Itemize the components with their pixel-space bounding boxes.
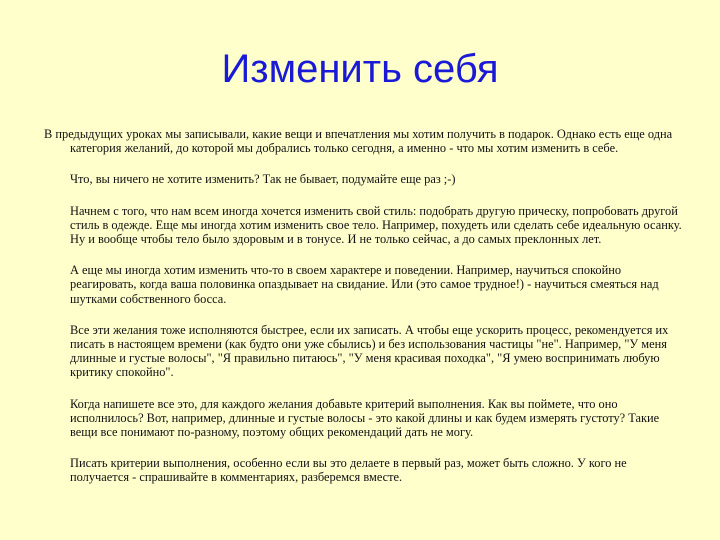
paragraph-writing-desires: Все эти желания тоже исполняются быстрее, если их записать. А чтобы еще ускорить процесс, рекомендуется их писать в настоящем времени (как будто они уже сбылись) и без использования частицы "не". Например, "У меня длинные и густые волосы", "Я правильно питаюсь", "У меня красивая походка", "Я умею воспринимать любую критику спокойно".: [70, 322, 669, 380]
paragraph-style-body: Начнем с того, что нам всем иногда хочется изменить свой стиль: подобрать другую прическу, попробовать другой стиль в одежде. Еще мы иногда хотим изменить свое тело. Например, похудеть или сделать себе идеальную осанку. Ну и вообще чтобы тело было здоровым и в тонусе. И не только сейчас, а до самых преклонных лет.: [70, 203, 682, 247]
paragraph-comments: Писать критерии выполнения, особенно если вы это делаете в первый раз, может быть сложно. У кого не получается - спрашивайте в комментариях, разберемся вместе.: [70, 456, 627, 485]
slide-body: [44, 127, 684, 485]
paragraph-character: А еще мы иногда хотим изменить что-то в своем характере и поведении. Например, научиться спокойно реагировать, когда ваша половинка опаздывает на свидание. Или (это самое трудное!) - научиться смеяться над шутками собственного босса.: [70, 263, 659, 306]
paragraph-criteria: Когда напишете все это, для каждого желания добавьте критерий выполнения. Как вы поймете, что оно исполнилось? Вот, например, длинные и густые волосы - это какой длины и как будем измерять густоту? Такие вещи все понимают по-разному, поэтому общих рекомендаций дать не могу.: [70, 396, 660, 440]
slide-title: Изменить себя: [221, 47, 499, 91]
paragraph-intro: В предыдущих уроках мы записывали, какие вещи и впечатления мы хотим получить в подарок. Однако есть еще одна категория желаний, до которой мы добрались только сегодня, а именно - что мы хотим изменить в себе.: [44, 127, 673, 156]
paragraph-question: Что, вы ничего не хотите изменить? Так не бывает, подумайте еще раз ;-): [70, 172, 456, 187]
